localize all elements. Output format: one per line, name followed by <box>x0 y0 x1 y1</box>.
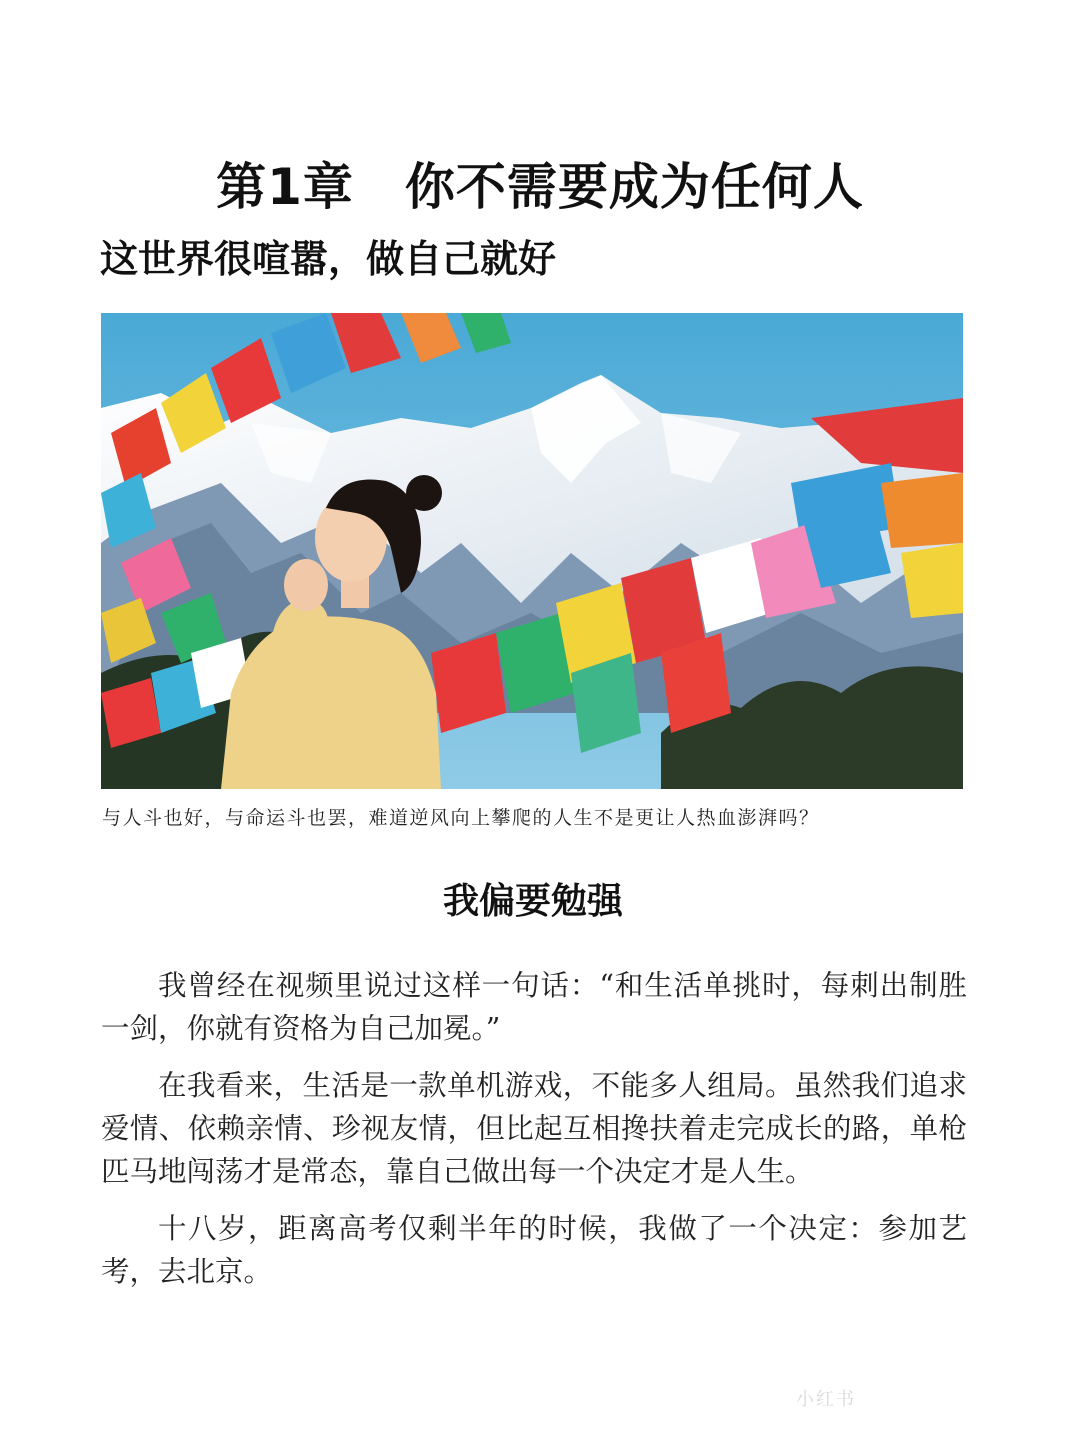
chapter-title: 第1章 你不需要成为任何人 <box>216 158 864 216</box>
paragraph: 在我看来，生活是一款单机游戏，不能多人组局。虽然我们追求爱情、依赖亲情、珍视友情，但比起互相搀扶着走完成长的路，单枪匹马地闯荡才是常态，靠自己做出每一个决定才是人生。 <box>101 1069 967 1188</box>
watermark: 小红书 <box>796 1389 856 1410</box>
chapter-photo <box>101 313 963 789</box>
paragraph: 我曾经在视频里说过这样一句话：“和生活单挑时，每刺出制胜一剑，你就有资格为自己加冕。” <box>101 969 967 1045</box>
body-text <box>101 964 967 1307</box>
paragraph: 十八岁，距离高考仅剩半年的时候，我做了一个决定：参加艺考，去北京。 <box>101 1212 967 1288</box>
mountain-prayer-flags-photo-icon <box>101 313 963 789</box>
chapter-subtitle: 这世界很喧嚣，做自己就好 <box>100 237 557 281</box>
photo-caption: 与人斗也好，与命运斗也罢，难道逆风向上攀爬的人生不是更让人热血澎湃吗？ <box>102 807 820 829</box>
section-heading: 我偏要勉强 <box>442 881 623 922</box>
